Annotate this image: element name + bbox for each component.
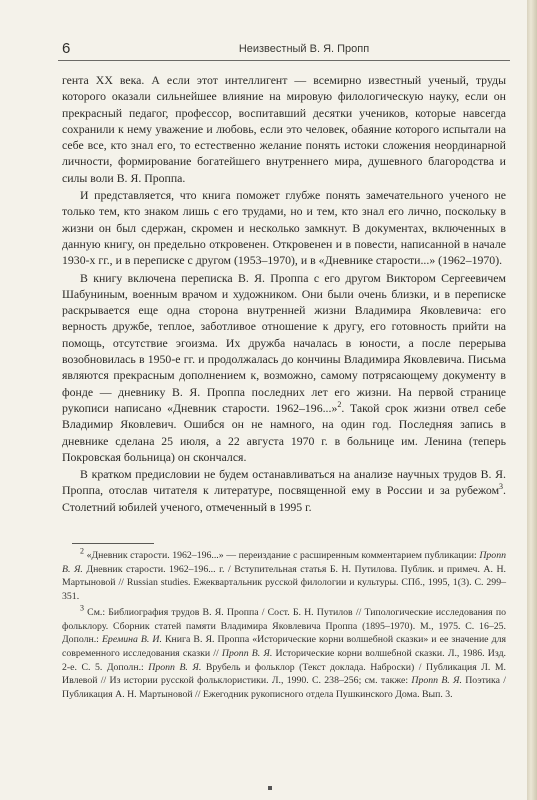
footnote-3-author-4: Пропп В. Я. <box>411 675 462 687</box>
paragraph-4 <box>62 466 506 515</box>
paragraph-2: И представляется, что книга поможет глубже понять замечательного ученого не только тем, кто знаком лишь с его трудами, но и тем, кто знал его лично, поскольку в жизни он был сдержан, скромен и несколько замкнут. В документах, включенных в данную книгу, он предельно откровенен. Откровенен и в повести, написанной в начале 1930-х гг., и в переписке с другом (1953–1970), и в «Дневнике старости...» (1962–1970). <box>62 188 506 268</box>
footnote-2-author: Пропп В. Я. <box>62 550 506 575</box>
footnote-3-author-3: Пропп В. Я. <box>148 661 202 673</box>
footnotes <box>62 546 507 702</box>
footnote-3-text-c: Исторические корни волшебной сказки. Л., 1986. Изд. 2-е. С. 5. Дополн.: <box>62 647 507 673</box>
print-mark <box>268 786 272 790</box>
footnote-separator <box>72 543 154 544</box>
paragraph-4-text-a: В кратком предисловии не будем останавливаться на анализе научных трудов В. Я. Проппа, отослав читателя к литературе, посвященной ему в России и за рубежом <box>62 467 506 498</box>
paragraph-3-text-a: В книгу включена переписка В. Я. Проппа с его другом Виктором Сергеевичем Шабуниным, военным врачом и художником. Они были очень близки, и в переписке раскрывается еще одна сторона внутренней жизни Владимира Яковлевича: его верность дружбе, теплое, заботливое отношение к другу, его готовность прийти на помощь, отсутствие эгоизма. Их дружба началась в юности, а после перерыва возобновилась в 1950-е гг. и продолжалась до кончины Владимира Яковлевича. Письма являются прекрасным дополнением к, возможно, самому потрясающему документу в фонде — дневнику В. Я. Проппа последних лет его жизни. На первой странице рукописи написано «Дневник старости. 1962–196...» <box>62 270 506 415</box>
footnote-2-text-a: «Дневник старости. 1962–196...» — переиздание с расширенным комментарием публикации: <box>84 550 480 561</box>
footnote-2 <box>62 546 506 604</box>
running-head: Неизвестный В. Я. Пропп <box>238 43 370 55</box>
main-text <box>62 72 506 515</box>
page-header <box>58 38 510 61</box>
page-number: 6 <box>62 40 71 57</box>
footnote-3-marker: 3 <box>80 603 84 613</box>
footnote-2-marker: 2 <box>80 546 84 556</box>
footnote-3-author-2: Пропп В. Я. <box>221 647 273 659</box>
footnote-2-text-b: Дневник старости. 1962–196... г. / Вступительная статья Б. Н. Путилова. Публик. и примеч. А. Н. Мартыновой // Russian studies. Ежеквартальник русской филологии и культуры. СПб., 1995, 1(3). С. 299–351. <box>62 563 506 603</box>
footnote-3-text-a: См.: Библиография трудов В. Я. Проппа / Сост. Б. Н. Путилов // Типологические исследования по фольклору. Сборник статей памяти Владимира Яковлевича Проппа (1895–1970). М., 1975. С. 16–25. Дополн.: <box>62 606 506 646</box>
page-edge <box>527 0 537 800</box>
footnote-3-text-d: Врубель и фольклор (Текст доклада. Наброски) / Публикация Л. М. Ивлевой // Из истории русской фольклористики. Л., 1990. С. 238–256; см. также: <box>62 661 507 687</box>
footnote-ref-2: 2 <box>337 400 342 410</box>
paragraph-3-text-b: . Такой срок жизни отвел себе Владимир Яковлевич. Ошибся он не намного, на один год. Последняя запись в дневнике сделана 25 июля, а 22 августа 1970 г. в больнице им. Ленина (теперь Покровская больница) он скончался. <box>62 400 506 464</box>
footnote-ref-3: 3 <box>499 482 504 492</box>
footnote-3-author-1: Еремина В. И. <box>101 634 162 646</box>
footnote-3-text-b: Книга В. Я. Проппа «Исторические корни волшебной сказки» и ее значение для современного исследования сказки // <box>62 634 506 659</box>
footnote-3-text-e: Поэтика / Публикация А. Н. Мартыновой // Ежегодник рукописного отдела Пушкинского Дома. Вып. 3. <box>62 675 507 701</box>
paragraph-4-text-b: . Столетний юбилей ученого, отмеченный в 1995 г. <box>62 483 506 514</box>
footnote-3 <box>62 603 507 702</box>
paragraph-3 <box>62 270 506 466</box>
paragraph-1: гента XX века. А если этот интеллигент — всемирно известный ученый, труды которого оказали сильнейшее влияние на мировую филологическую науку, если он прекрасный педагог, профессор, воспитавший десятки учеников, которые навсегда сохранили к нему уважение и любовь, если это человек, обаяние которого испытали на себе все, кто знал его, то естественно желание понять истоки сложения неординарной личности, формирование богатейшего внутреннего мира, душевного благородства и силы воли В. Я. Проппа. <box>62 73 506 185</box>
